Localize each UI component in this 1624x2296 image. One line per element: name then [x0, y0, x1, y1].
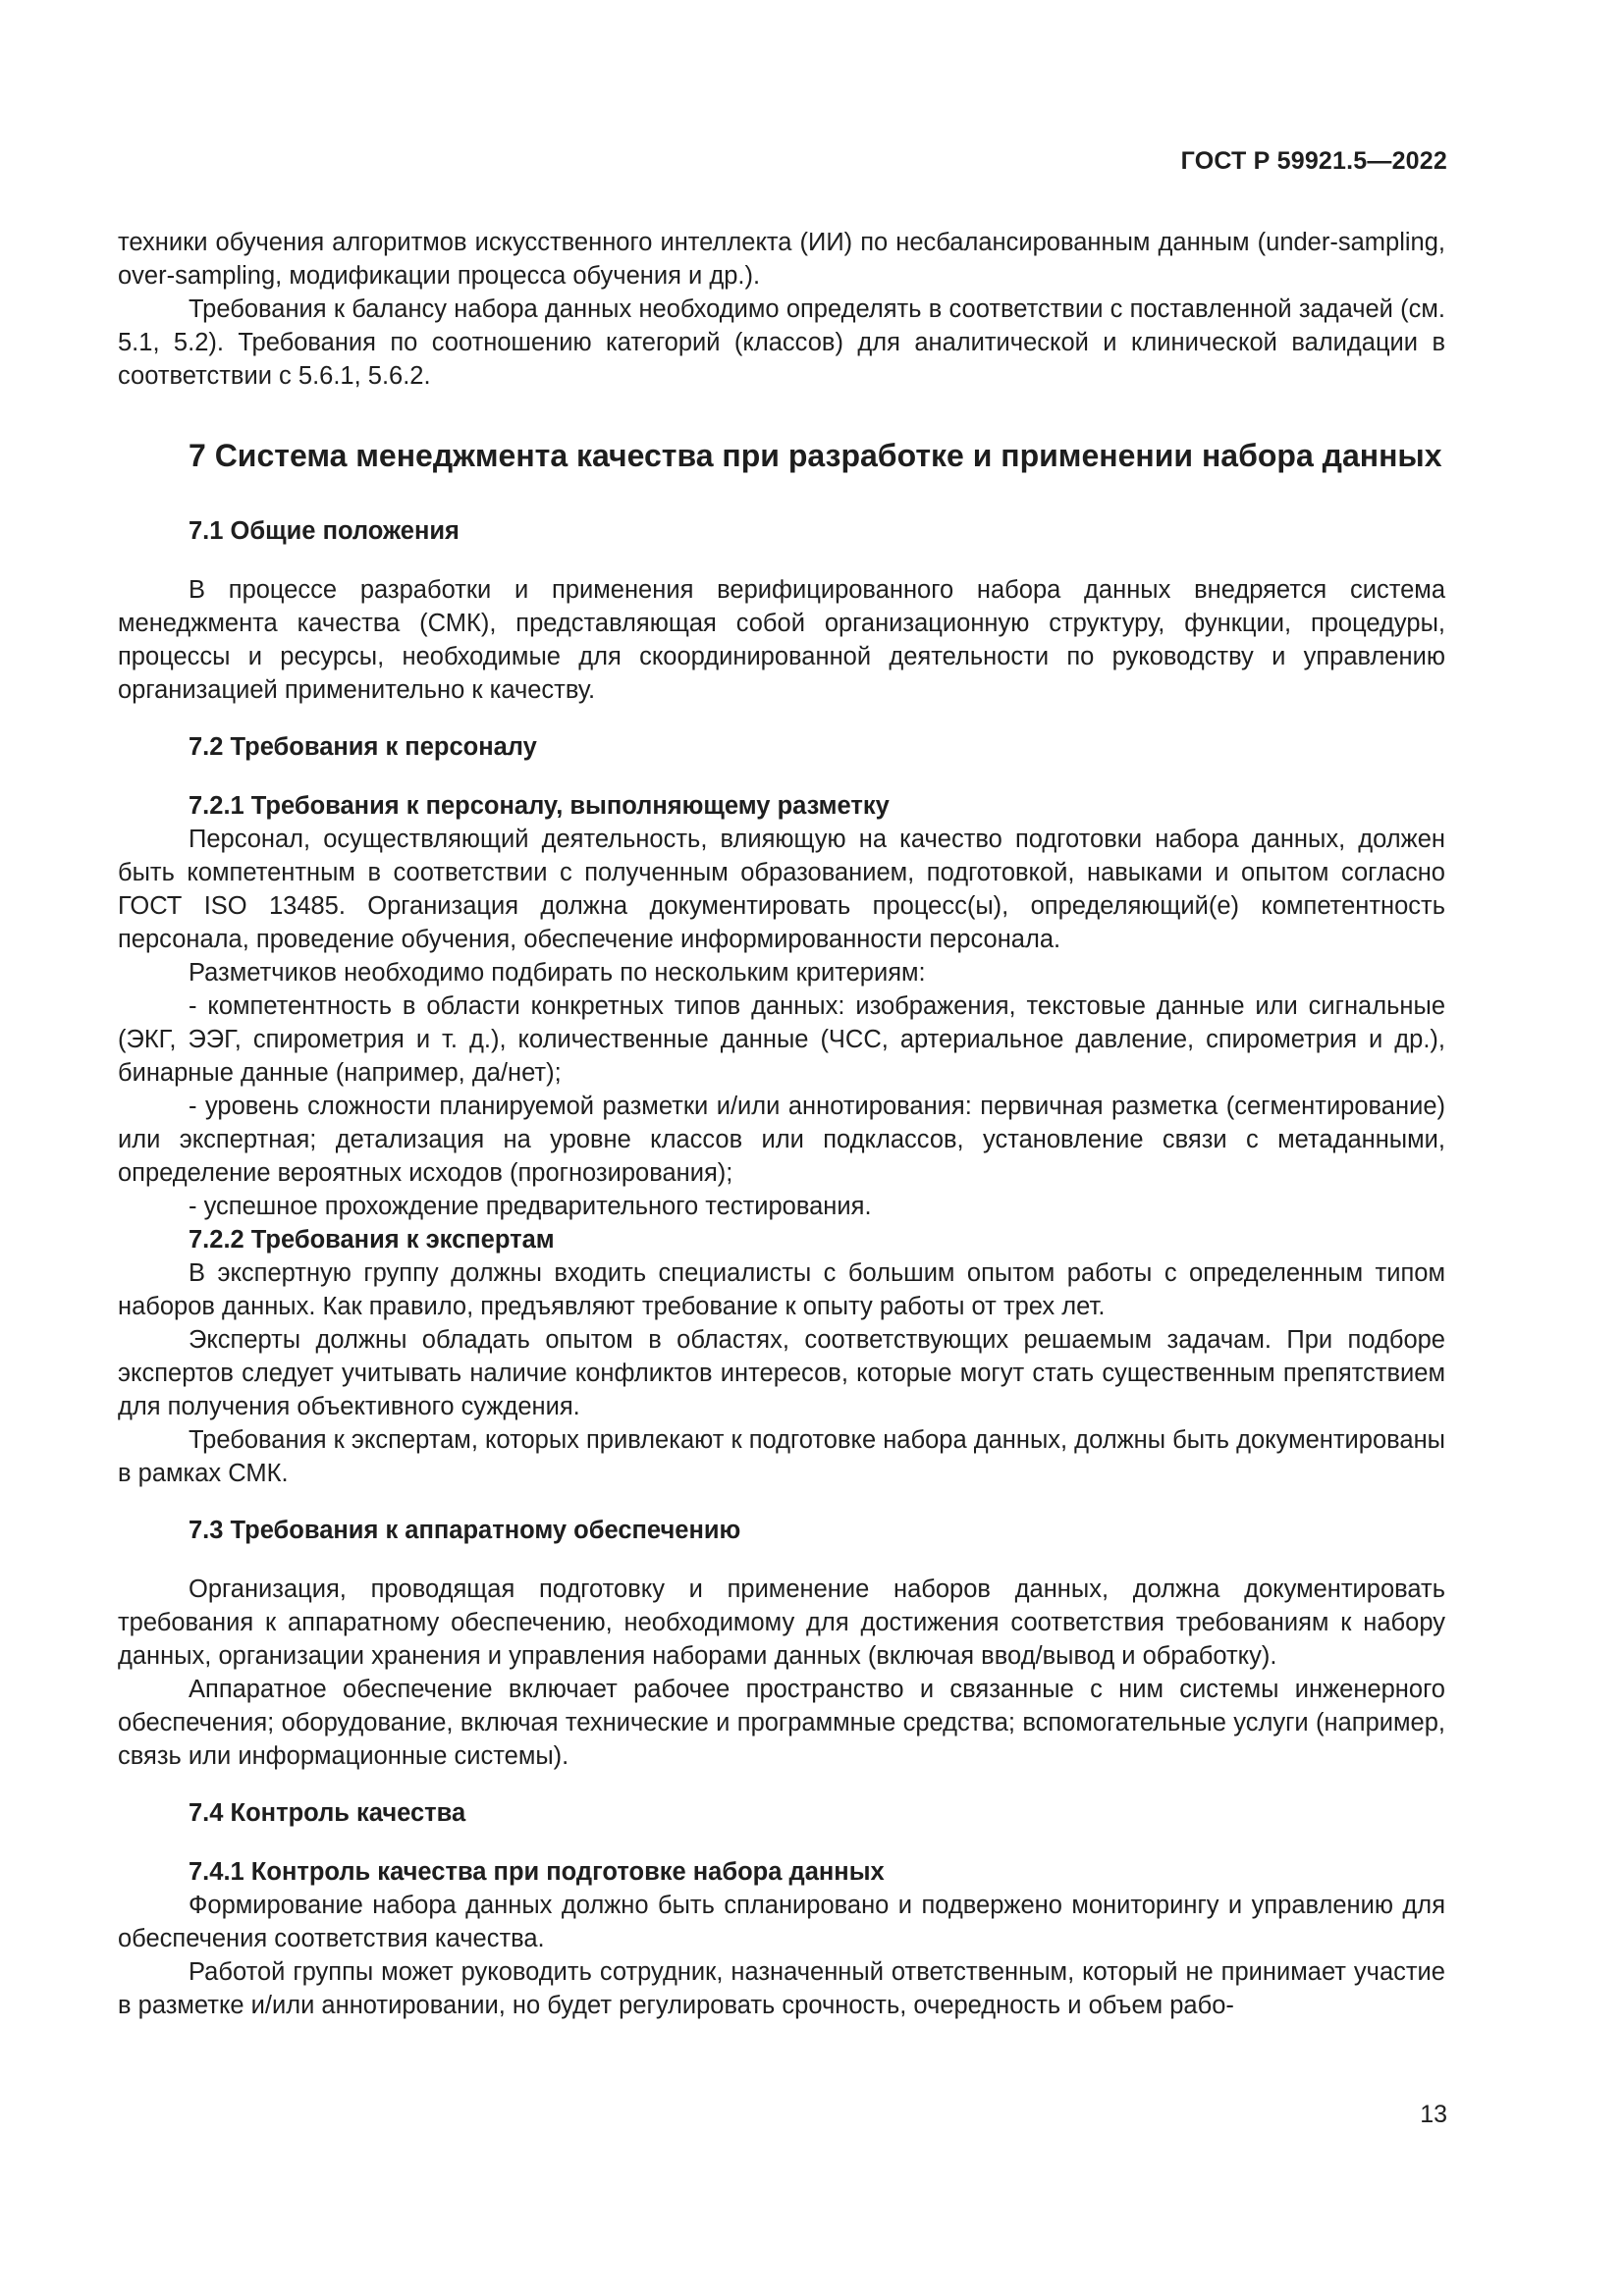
page-number: 13 — [1420, 2101, 1447, 2128]
section-heading-7-1: 7.1 Общие положения — [189, 517, 460, 545]
document-code: ГОСТ Р 59921.5—2022 — [1180, 147, 1447, 175]
section-heading-7: 7 Система менеджмента качества при разработке и применении набора данных — [189, 438, 1442, 473]
paragraph: Требования к экспертам, которых привлекают к подготовке набора данных, должны быть документированы в рамках СМК. — [118, 1426, 1446, 1487]
page-body — [118, 226, 1445, 2022]
paragraph: Разметчиков необходимо подбирать по нескольким критериям: — [189, 959, 926, 987]
list-item: - уровень сложности планируемой разметки и/или аннотирования: первичная разметка (сегментирование) или экспертная; детализация на уровне классов или подклассов, установление связи с метаданными, определение вероятных исходов (прогнозирования); — [118, 1093, 1445, 1187]
section-heading-7-2: 7.2 Требования к персоналу — [189, 733, 537, 761]
list-item: - успешное прохождение предварительного тестирования. — [189, 1193, 872, 1220]
section-heading-7-2-2: 7.2.2 Требования к экспертам — [189, 1226, 555, 1254]
paragraph: В экспертную группу должны входить специалисты с большим опытом работы с определенным типом наборов данных. Как правило, предъявляют требование к опыту работы от трех лет. — [118, 1259, 1445, 1320]
paragraph: Работой группы может руководить сотрудник, назначенный ответственным, который не принимает участие в разметке и/или аннотировании, но будет регулировать срочность, очередность и объем рабо- — [118, 1958, 1445, 2019]
section-heading-7-2-1: 7.2.1 Требования к персоналу, выполняющему разметку — [189, 792, 890, 820]
section-heading-7-4: 7.4 Контроль качества — [189, 1799, 466, 1827]
section-heading-7-4-1: 7.4.1 Контроль качества при подготовке набора данных — [189, 1858, 885, 1886]
paragraph: В процессе разработки и применения верифицированного набора данных внедряется система менеджмента качества (СМК), представляющая собой организационную структуру, функции, процедуры, процессы и ресурсы, необходимые для скоординированной деятельности по руководству и управлению организацией применительно к качеству. — [118, 576, 1445, 704]
paragraph: Персонал, осуществляющий деятельность, влияющую на качество подготовки набора данных, должен быть компетентным в соответствии с полученным образованием, подготовкой, навыками и опытом согласно ГОСТ ISO 13485. Организация должна документировать процесс(ы), определяющий(е) компетентность персонала, проведение обучения, обеспечение информированности персонала. — [118, 826, 1445, 953]
paragraph: Эксперты должны обладать опытом в областях, соответствующих решаемым задачам. При подборе экспертов следует учитывать наличие конфликтов интересов, которые могут стать существенным препятствием для получения объективного суждения. — [118, 1326, 1445, 1420]
paragraph: Организация, проводящая подготовку и применение наборов данных, должна документировать требования к аппаратному обеспечению, необходимому для достижения соответствия требованиям к набору данных, организации хранения и управления наборами данных (включая ввод/вывод и обработку). — [118, 1575, 1445, 1670]
paragraph: Аппаратное обеспечение включает рабочее пространство и связанные с ним системы инженерного обеспечения; оборудование, включая технические и программные средства; вспомогательные услуги (например, связь или информационные системы). — [118, 1676, 1445, 1770]
list-item: - компетентность в области конкретных типов данных: изображения, текстовые данные или сигнальные (ЭКГ, ЭЭГ, спирометрия и т. д.), количественные данные (ЧСС, артериальное давление, спирометрия и др.), бинарные данные (например, да/нет); — [118, 992, 1445, 1087]
section-heading-7-3: 7.3 Требования к аппаратному обеспечению — [189, 1517, 741, 1544]
paragraph: Формирование набора данных должно быть спланировано и подвержено мониторингу и управлению для обеспечения соответствия качества. — [118, 1892, 1445, 1952]
paragraph: техники обучения алгоритмов искусственного интеллекта (ИИ) по несбалансированным данным (under-sampling, over-sampling, модификации процесса обучения и др.). — [118, 229, 1445, 290]
paragraph: Требования к балансу набора данных необходимо определять в соответствии с поставленной задачей (см. 5.1, 5.2). Требования по соотношению категорий (классов) для аналитической и клинической валидации в соответствии с 5.6.1, 5.6.2. — [118, 295, 1445, 390]
